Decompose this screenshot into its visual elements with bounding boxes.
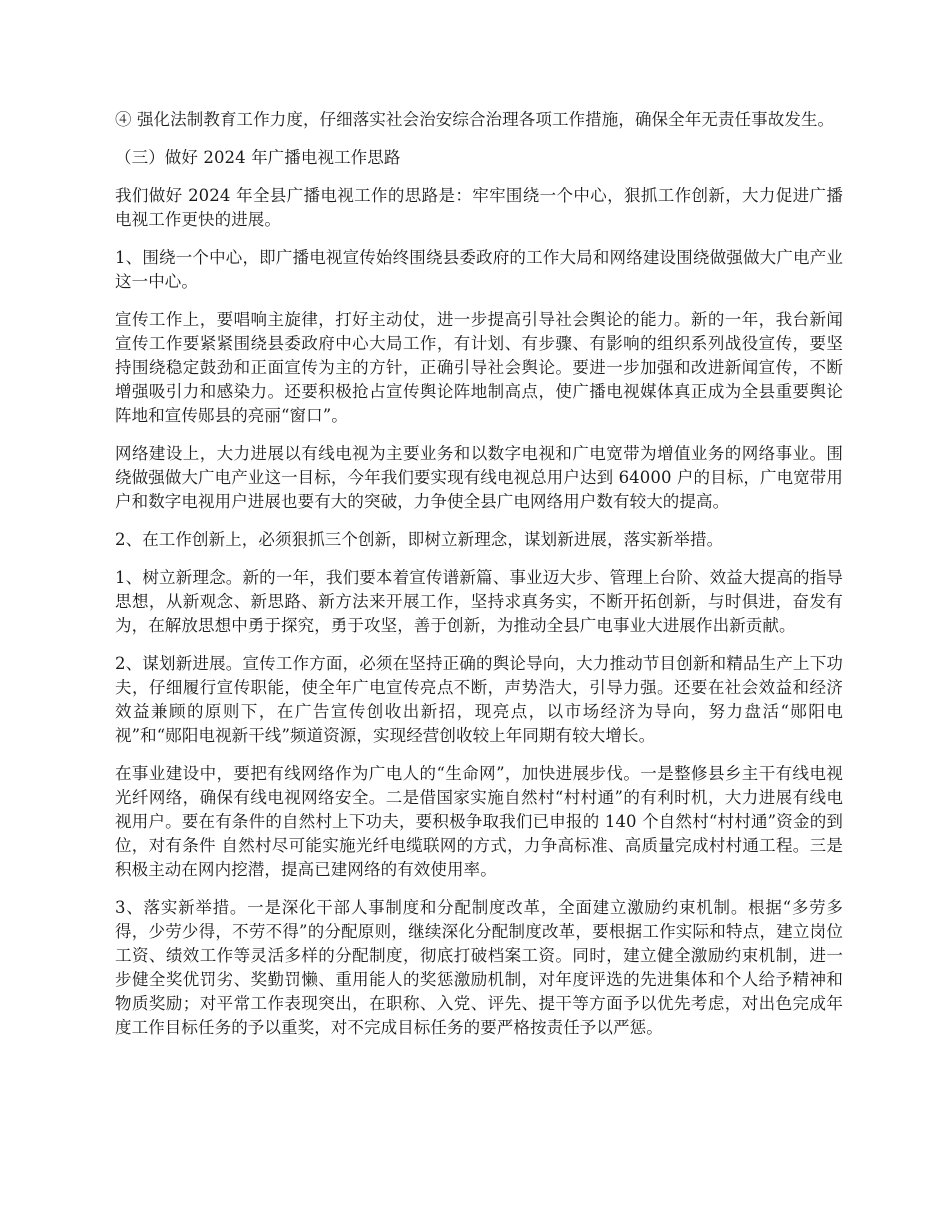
paragraph-network-construction: 网络建设上，大力进展以有线电视为主要业务和以数字电视和广电宽带为增值业务的网络事业。围绕做强做大广电产业这一目标，今年我们要实现有线电视总用户达到 64000 户的目标，广电宽带用户和数字电视用户进展也要有大的突破，力争使全县广电网络用户数有较大的提高。 (115, 444, 843, 511)
paragraph-one-center: 1、围绕一个中心，即广播电视宣传始终围绕县委政府的工作大局和网络建设围绕做强做大广电产业这一中心。 (115, 248, 843, 291)
paragraph-infrastructure: 在事业建设中，要把有线网络作为广电人的“生命网”，加快进展步伐。一是整修县乡主干有线电视光纤网络，确保有线电视网络安全。二是借国家实施自然村“村村通”的有利时机，大力进展有线电视用户。要在有条件的自然村上下功夫，要积极争取我们已申报的 140 个自然村“村村通”资金的到位，对有条件 自然村尽可能实施光纤电缆联网的方式，力争高标准、高质量完成村村通工程。三是积极主动在网内挖潜，提高已建网络的有效使用率。 (115, 764, 843, 879)
paragraph-new-concept: 1、树立新理念。新的一年，我们要本着宣传谱新篇、事业迈大步、管理上台阶、效益大提高的指导思想，从新观念、新思路、新方法来开展工作，坚持求真务实，不断开拓创新，与时俱进，奋发有为，在解放思想中勇于探究，勇于攻坚，善于创新，为推动全县广电事业大进展作出新贡献。 (115, 568, 843, 635)
section-heading: （三）做好 2024 年广播电视工作思路 (115, 148, 401, 167)
paragraph-safety-measures: ④ 强化法制教育工作力度，仔细落实社会治安综合治理各项工作措施，确保全年无责任事故发生。 (115, 110, 835, 129)
paragraph-three-innovations: 2、在工作创新上，必须狠抓三个创新，即树立新理念，谋划新进展，落实新举措。 (115, 530, 724, 549)
paragraph-publicity-work: 宣传工作上，要唱响主旋律，打好主动仗，进一步提高引导社会舆论的能力。新的一年，我台新闻宣传工作要紧紧围绕县委政府中心大局工作，有计划、有步骤、有影响的组织系列战役宣传，要坚持围绕稳定鼓劲和正面宣传为主的方针，正确引导社会舆论。要进一步加强和改进新闻宣传，不断增强吸引力和感染力。还要积极抢占宣传舆论阵地制高点，使广播电视媒体真正成为全县重要舆论阵地和宣传郧县的亮丽“窗口”。 (115, 310, 843, 425)
paragraph-overall-approach: 我们做好 2024 年全县广播电视工作的思路是：牢牢围绕一个中心，狠抓工作创新，大力促进广播电视工作更快的进展。 (115, 186, 843, 229)
document-body (115, 108, 843, 1054)
paragraph-new-development: 2、谋划新进展。宣传工作方面，必须在坚持正确的舆论导向，大力推动节目创新和精品生产上下功夫，仔细履行宣传职能，使全年广电宣传亮点不断，声势浩大，引导力强。还要在社会效益和经济效益兼顾的原则下，在广告宣传创收出新招，现亮点，以市场经济为导向，努力盘活“郧阳电视”和“郧阳电视新干线”频道资源，实现经营创收较上年同期有较大增长。 (115, 654, 843, 745)
paragraph-new-measures: 3、落实新举措。一是深化干部人事制度和分配制度改革，全面建立激励约束机制。根据“多劳多得，少劳少得，不劳不得”的分配原则，继续深化分配制度改革，要根据工作实际和特点，建立岗位工资、绩效工作等灵活多样的分配制度，彻底打破档案工资。同时，建立健全激励约束机制，进一步健全奖优罚劣、奖勤罚懒、重用能人的奖惩激励机制，对年度评选的先进集体和个人给予精神和物质奖励；对平常工作表现突出，在职称、入党、评先、提干等方面予以优先考虑，对出色完成年度工作目标任务的予以重奖，对不完成目标任务的要严格按责任予以严惩。 (115, 898, 843, 1037)
